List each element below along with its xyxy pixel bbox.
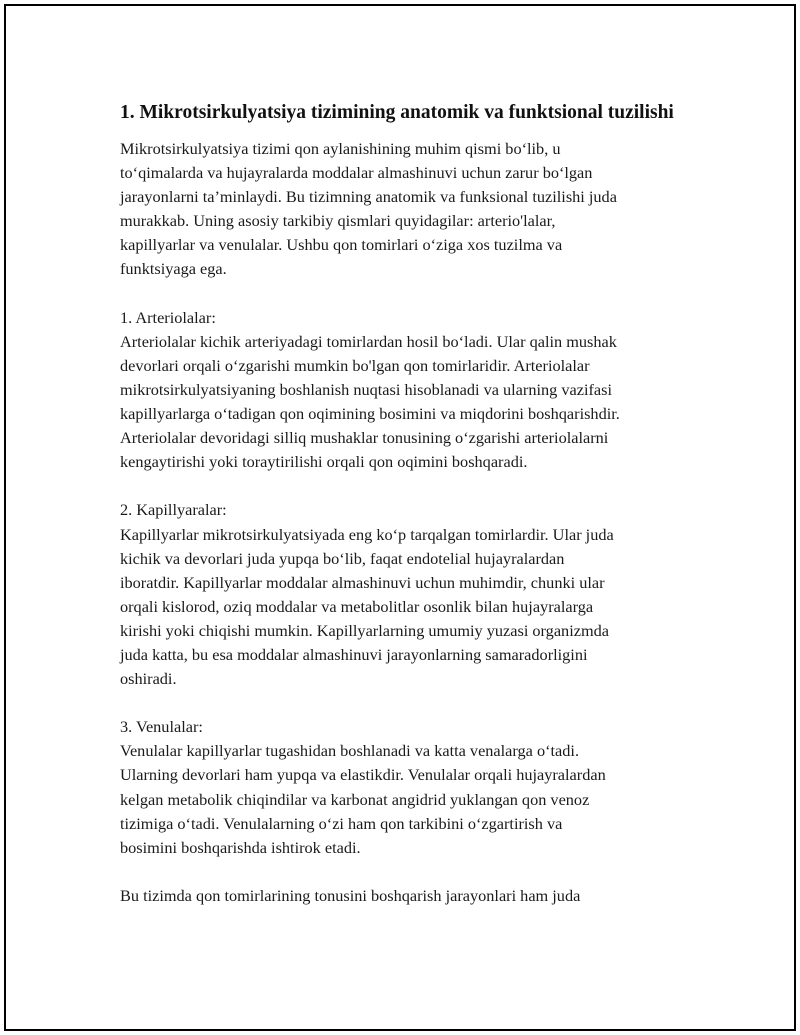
paragraph-gap [120,691,700,715]
section-venulalar [120,715,700,860]
paragraph-gap [120,282,700,306]
section-heading: 2. Kapillyaralar: [120,500,227,520]
paragraph-gap [120,860,700,884]
section-paragraph: Venulalar kapillyarlar tugashidan boshlanadi va katta venalarga o‘tadi. Ularning devorlari ham yupqa va elastikdir. Venulalar orqali hujayralardan kelgan metabolik chiqindilar va karbonat angidrid yuklangan qon venoz tizimiga o‘tadi. Venulalarning o‘zi ham qon tarkibini o‘zgartirish va bosimini boshqarishda ishtirok etadi. [120,741,606,857]
section-heading: 1. Arteriolalar: [120,307,216,327]
closing-paragraph: Bu tizimda qon tomirlarining tonusini boshqarish jarayonlari ham juda [120,885,581,905]
document-title: 1. Mikrotsirkulyatsiya tizimining anatomik va funktsional tuzilishi [120,102,674,123]
section-kapillyaralar [120,498,700,691]
paragraph-gap [120,474,700,498]
section-arteriolalar [120,306,700,475]
document-body [120,100,700,908]
page-border [4,4,796,1031]
section-paragraph: Arteriolalar kichik arteriyadagi tomirlardan hosil bo‘ladi. Ular qalin mushak devorlari orqali o‘zgarishi mumkin bo'lgan qon tomirlaridir. Arteriolalar mikrotsirkulyatsiyaning boshlanish nuqtasi hisoblanadi va ularning vazifasi kapillyarlarga o‘tadigan qon oqimining bosimini va miqdorini boshqarishdir. Arteriolalar devoridagi silliq mushaklar tonusining o‘zgarishi arteriolalarni kengaytirishi yoki toraytirilishi orqali qon oqimini boshqaradi. [120,331,620,472]
intro-paragraph: Mikrotsirkulyatsiya tizimi qon aylanishining muhim qismi bo‘lib, u to‘qimalarda va hujayralarda moddalar almashinuvi uchun zarur bo‘lgan jarayonlarni ta’minlaydi. Bu tizimning anatomik va funksional tuzilishi juda murakkab. Uning asosiy tarkibiy qismlari quyidagilar: arterio'lalar, kapillyarlar va venulalar. Ushbu qon tomirlari o‘ziga xos tuzilma va funktsiyaga ega. [120,139,617,279]
section-paragraph: Kapillyarlar mikrotsirkulyatsiyada eng ko‘p tarqalgan tomirlardir. Ular juda kichik va devorlari juda yupqa bo‘lib, faqat endotelial hujayralardan iboratdir. Kapillyarlar moddalar almashinuvi uchun muhimdir, chunki ular orqali kislorod, oziq moddalar va metabolitlar osonlik bilan hujayralarga kirishi yoki chiqishi mumkin. Kapillyarlarning umumiy yuzasi organizmda juda katta, bu esa moddalar almashinuvi jarayonlarning samaradorligini oshiradi. [120,524,614,689]
section-heading: 3. Venulalar: [120,717,203,737]
